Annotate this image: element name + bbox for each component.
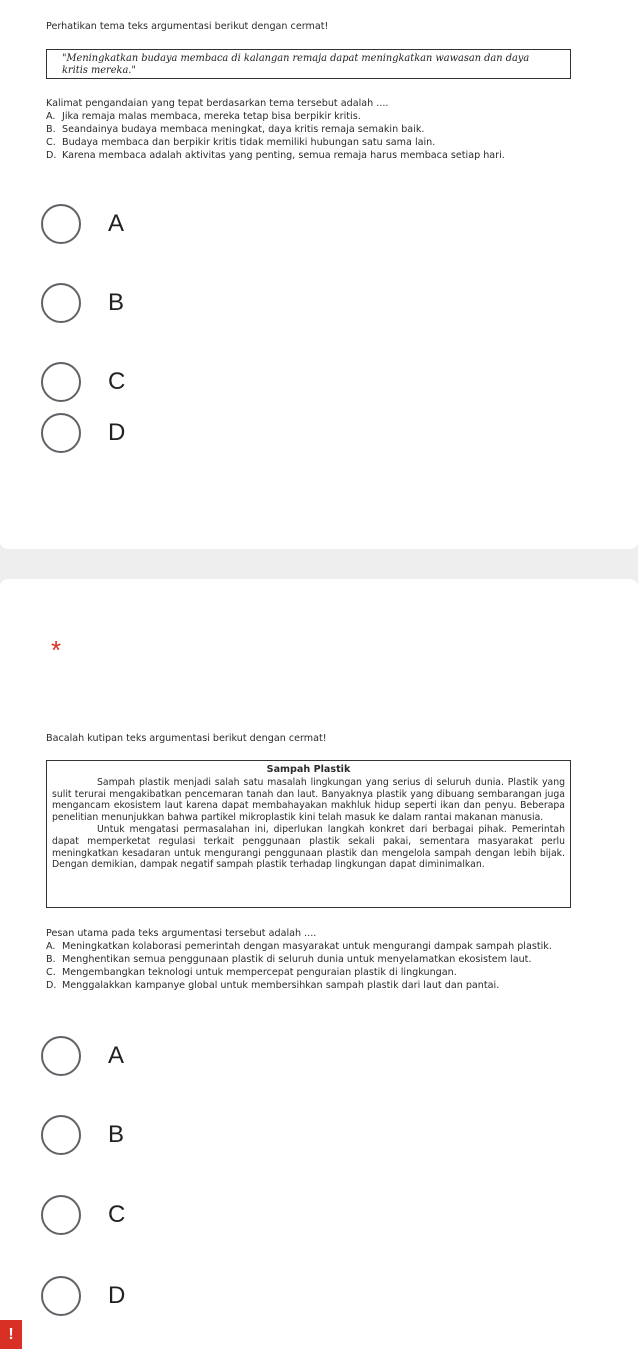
- radio-button[interactable]: [41, 204, 81, 244]
- question-1-choice-c[interactable]: [41, 362, 125, 402]
- radio-button[interactable]: [41, 362, 81, 402]
- question-2-choice-b[interactable]: [41, 1115, 124, 1155]
- required-asterisk: *: [51, 635, 62, 665]
- question-2-option-text-c: C. Mengembangkan teknologi untuk mempercepat penguraian plastik di lingkungan.: [46, 967, 457, 978]
- choice-label: D: [108, 1282, 126, 1309]
- question-1-choice-b[interactable]: [41, 283, 124, 323]
- choice-label: C: [108, 1201, 126, 1228]
- question-card-1: [0, 0, 638, 549]
- choice-label: B: [108, 289, 125, 316]
- question-1-option-text-b: B. Seandainya budaya membaca meningkat, daya kritis remaja semakin baik.: [46, 124, 425, 135]
- passage-paragraph-1: Sampah plastik menjadi salah satu masalah lingkungan yang serius di seluruh dunia. Plastik yang sulit terurai mengakibatkan pencemaran tanah dan laut. Banyaknya plastik yang dibuang sembarangan juga mengancam ekosistem laut karena dapat membahayakan makhluk hidup seperti ikan dan penyu. Beberapa penelitian menunjukkan bahwa partikel mikroplastik kini telah masuk ke dalam rantai makanan manusia.: [52, 776, 565, 824]
- question-1-option-text-c: C. Budaya membaca dan berpikir kritis tidak memiliki hubungan satu sama lain.: [46, 137, 436, 148]
- question-1-option-text-a: A. Jika remaja malas membaca, mereka tetap bisa berpikir kritis.: [46, 111, 361, 122]
- question-2-intro: Bacalah kutipan teks argumentasi berikut dengan cermat!: [46, 733, 327, 744]
- question-2-option-text-b: B. Menghentikan semua penggunaan plastik di seluruh dunia untuk menyelamatkan ekosistem laut.: [46, 954, 532, 965]
- question-1-choice-d[interactable]: [41, 413, 125, 453]
- passage-title: Sampah Plastik: [266, 764, 351, 775]
- choice-label: D: [108, 419, 126, 446]
- radio-button[interactable]: [41, 413, 81, 453]
- question-1-prompt: Kalimat pengandaian yang tepat berdasarkan tema tersebut adalah ....: [46, 98, 389, 109]
- question-1-theme-quote: "Meningkatkan budaya membaca di kalangan remaja dapat meningkatkan wawasan dan daya kritis mereka.": [46, 49, 571, 79]
- choice-label: C: [108, 368, 126, 395]
- alert-icon: !: [0, 1320, 22, 1349]
- radio-button[interactable]: [41, 1115, 81, 1155]
- question-2-option-text-d: D. Menggalakkan kampanye global untuk membersihkan sampah plastik dari laut dan pantai.: [46, 980, 500, 991]
- question-2-choice-c[interactable]: [41, 1195, 125, 1235]
- choice-label: A: [108, 210, 125, 237]
- passage-paragraph-2: Untuk mengatasi permasalahan ini, diperlukan langkah konkret dari berbagai pihak. Pemerintah dapat memperketat regulasi terkait penggunaan plastik sekali pakai, sementara masyarakat perlu meningkatkan kesadaran untuk mengurangi penggunaan plastik dan mengelola sampah dengan lebih bijak. Dengan demikian, dampak negatif sampah plastik terhadap lingkungan dapat diminimalkan.: [52, 823, 565, 871]
- question-1-choice-a[interactable]: [41, 204, 124, 244]
- question-2-passage: [46, 760, 571, 908]
- radio-button[interactable]: [41, 283, 81, 323]
- choice-label: B: [108, 1121, 125, 1148]
- question-1-intro: Perhatikan tema teks argumentasi berikut dengan cermat!: [46, 21, 329, 32]
- question-2-option-text-a: A. Meningkatkan kolaborasi pemerintah dengan masyarakat untuk mengurangi dampak sampah plastik.: [46, 941, 552, 952]
- radio-button[interactable]: [41, 1276, 81, 1316]
- choice-label: A: [108, 1042, 125, 1069]
- radio-button[interactable]: [41, 1195, 81, 1235]
- question-2-choice-d[interactable]: [41, 1276, 125, 1316]
- question-1-option-text-d: D. Karena membaca adalah aktivitas yang penting, semua remaja harus membaca setiap hari.: [46, 150, 505, 161]
- question-2-choice-a[interactable]: [41, 1036, 124, 1076]
- question-2-prompt: Pesan utama pada teks argumentasi tersebut adalah ....: [46, 928, 317, 939]
- radio-button[interactable]: [41, 1036, 81, 1076]
